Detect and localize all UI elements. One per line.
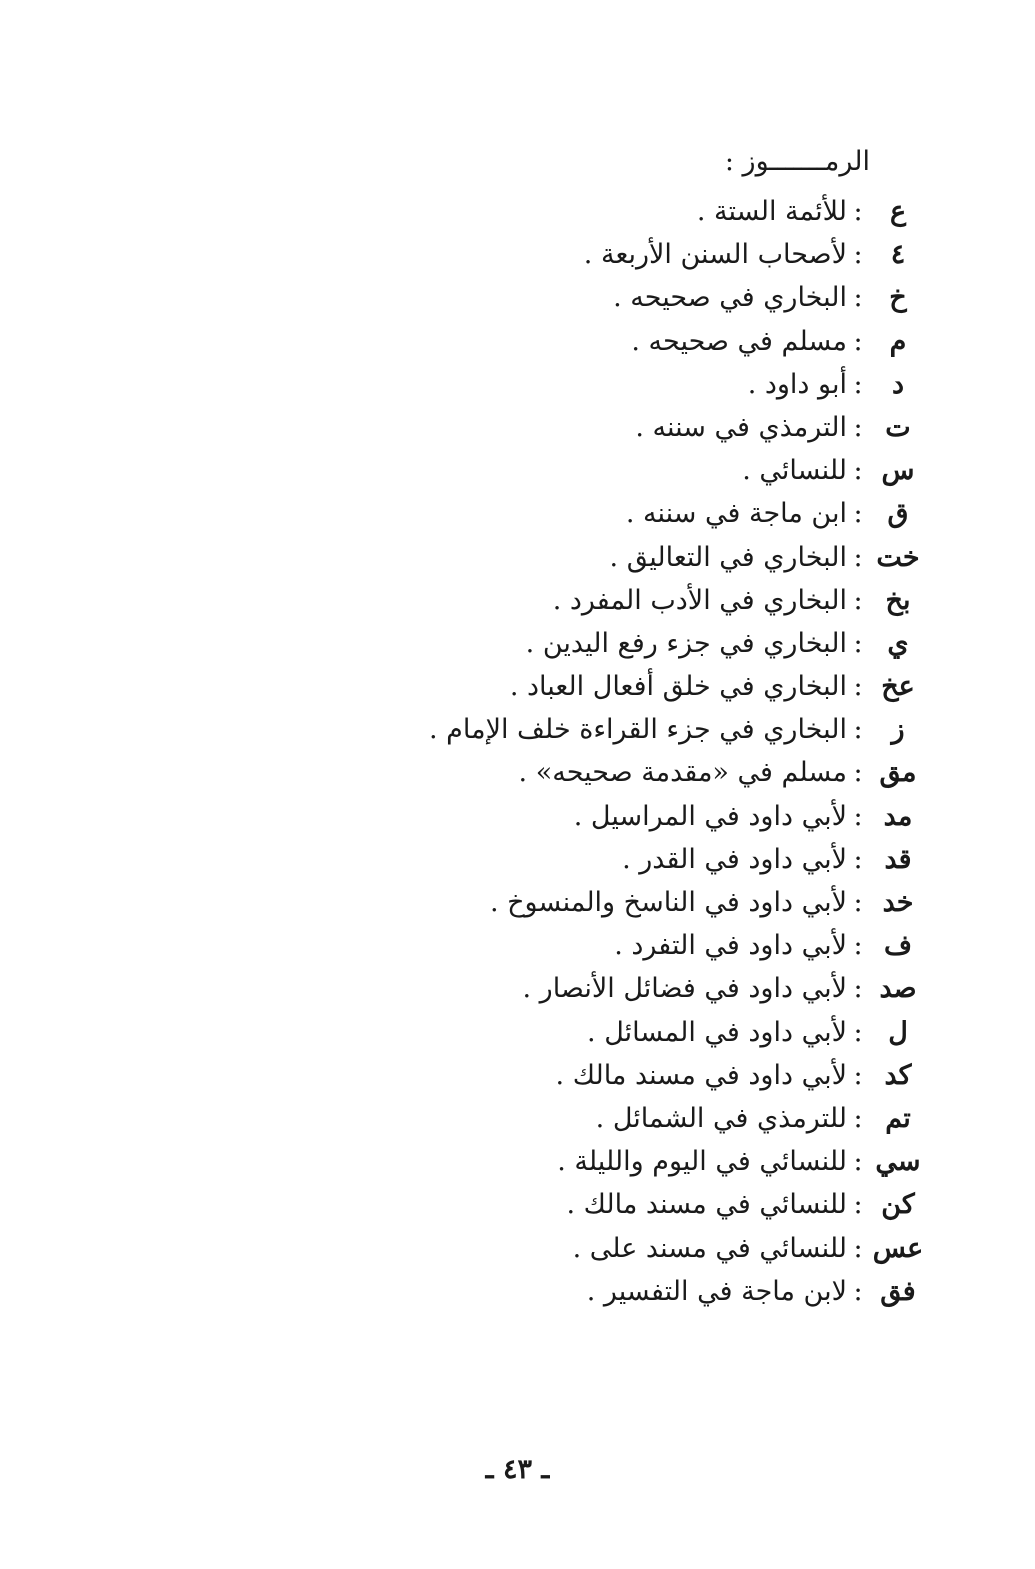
separator-colon: : [853, 714, 863, 746]
list-item [429, 363, 927, 406]
abbreviation-code: قد [884, 843, 912, 875]
separator-colon: : [853, 627, 863, 659]
abbreviation-code: س [881, 455, 915, 487]
abbreviation-code: عخ [881, 671, 915, 703]
abbreviation-code: تم [885, 1102, 911, 1134]
list-item [429, 1270, 927, 1313]
abbreviation-code: ق [887, 498, 909, 530]
list-item [429, 1054, 927, 1097]
abbreviation-description: لأبي داود في فضائل الأنصار . [522, 973, 847, 1005]
abbreviation-code: ي [887, 627, 909, 659]
abbreviation-description: البخاري في الأدب المفرد . [552, 584, 847, 616]
separator-colon: : [853, 1232, 863, 1264]
list-item [429, 406, 927, 449]
page-number: ـ ٤٣ ـ [485, 1454, 550, 1485]
list-item [429, 708, 927, 751]
abbreviation-description: لأبي داود في القدر . [622, 843, 847, 875]
list-item [429, 751, 927, 794]
list-item [429, 536, 927, 579]
separator-colon: : [853, 1275, 863, 1307]
abbreviation-code: ت [885, 411, 911, 443]
abbreviation-description: لأبي داود في المراسيل . [573, 800, 847, 832]
separator-colon: : [853, 1146, 863, 1178]
list-item [429, 1011, 927, 1054]
abbreviation-code: م [889, 325, 907, 357]
abbreviation-description: للنسائي . [742, 455, 847, 487]
list-item [429, 1097, 927, 1140]
abbreviation-description: لأبي داود في الناسخ والمنسوخ . [489, 887, 847, 918]
abbreviation-description: الترمذي في سننه . [635, 411, 847, 443]
separator-colon: : [853, 584, 863, 616]
list-item [429, 838, 927, 881]
abbreviation-code: د [891, 368, 905, 400]
abbreviation-description: للأئمة الستة . [696, 196, 847, 227]
list-item [429, 881, 927, 924]
abbreviation-code: ز [891, 714, 905, 746]
separator-colon: : [853, 930, 863, 962]
abbreviation-code: صد [879, 973, 917, 1005]
abbreviation-description: البخاري في صحيحه . [613, 282, 847, 314]
abbreviation-code: ف [884, 930, 912, 962]
list-item [429, 492, 927, 535]
abbreviation-code: ل [888, 1016, 908, 1048]
list-item [429, 1227, 927, 1270]
abbreviation-code: خد [882, 887, 914, 918]
list-item [429, 579, 927, 622]
separator-colon: : [853, 973, 863, 1005]
list-item [429, 795, 927, 838]
abbreviation-description: لأبي داود في المسائل . [587, 1016, 847, 1048]
list-item [429, 320, 927, 363]
abbreviation-description: لأبي داود في التفرد . [614, 930, 847, 962]
separator-colon: : [853, 498, 863, 530]
list-item [429, 449, 927, 492]
abbreviation-code: ع [889, 196, 907, 227]
abbreviation-code: خ [889, 282, 907, 314]
list-item [429, 276, 927, 319]
separator-colon: : [853, 887, 863, 918]
abbreviation-description: البخاري في جزء القراءة خلف الإمام . [429, 714, 847, 746]
abbreviation-list [429, 190, 927, 1313]
abbreviation-code: كن [881, 1189, 915, 1221]
list-item [429, 665, 927, 708]
list-item [429, 622, 927, 665]
list-item [429, 1183, 927, 1226]
abbreviation-code: عس [872, 1232, 924, 1264]
separator-colon: : [853, 541, 863, 573]
abbreviation-code: بخ [885, 584, 911, 616]
separator-colon: : [853, 411, 863, 443]
separator-colon: : [853, 800, 863, 832]
separator-colon: : [853, 325, 863, 357]
abbreviation-description: للنسائي في مسند مالك . [566, 1189, 847, 1221]
abbreviation-code: مد [883, 800, 913, 832]
separator-colon: : [853, 843, 863, 875]
abbreviation-code: كد [884, 1059, 912, 1091]
abbreviation-description: أبو داود . [747, 368, 847, 400]
separator-colon: : [853, 455, 863, 487]
abbreviation-code: مق [879, 757, 917, 789]
abbreviation-description: مسلم في صحيحه . [631, 325, 847, 357]
separator-colon: : [853, 1102, 863, 1134]
abbreviation-code: خت [876, 541, 920, 573]
list-item [429, 967, 927, 1010]
abbreviation-code: ٤ [890, 239, 906, 271]
abbreviation-description: البخاري في التعاليق . [609, 541, 847, 573]
abbreviation-code: فق [880, 1275, 916, 1307]
separator-colon: : [853, 1016, 863, 1048]
separator-colon: : [853, 282, 863, 314]
list-item [429, 1140, 927, 1183]
separator-colon: : [853, 1059, 863, 1091]
separator-colon: : [853, 757, 863, 789]
abbreviation-description: لأبي داود في مسند مالك . [555, 1059, 847, 1091]
list-item [429, 233, 927, 276]
abbreviation-description: للنسائي في اليوم والليلة . [557, 1146, 847, 1178]
abbreviation-description: لابن ماجة في التفسير . [586, 1275, 847, 1307]
abbreviation-description: مسلم في «مقدمة صحيحه» . [518, 757, 847, 789]
separator-colon: : [853, 1189, 863, 1221]
separator-colon: : [853, 671, 863, 703]
abbreviation-code: سي [875, 1146, 921, 1178]
abbreviation-description: البخاري في جزء رفع اليدين . [525, 627, 847, 659]
abbreviation-description: لأصحاب السنن الأربعة . [583, 239, 847, 271]
page-heading: الرمـــــــوز : [724, 146, 870, 177]
list-item [429, 924, 927, 967]
separator-colon: : [853, 239, 863, 271]
abbreviation-description: البخاري في خلق أفعال العباد . [509, 671, 847, 703]
abbreviation-description: للترمذي في الشمائل . [595, 1102, 847, 1134]
separator-colon: : [853, 368, 863, 400]
abbreviation-description: ابن ماجة في سننه . [625, 498, 847, 530]
list-item [429, 190, 927, 233]
separator-colon: : [853, 196, 863, 227]
abbreviation-description: للنسائي في مسند على . [572, 1232, 847, 1264]
